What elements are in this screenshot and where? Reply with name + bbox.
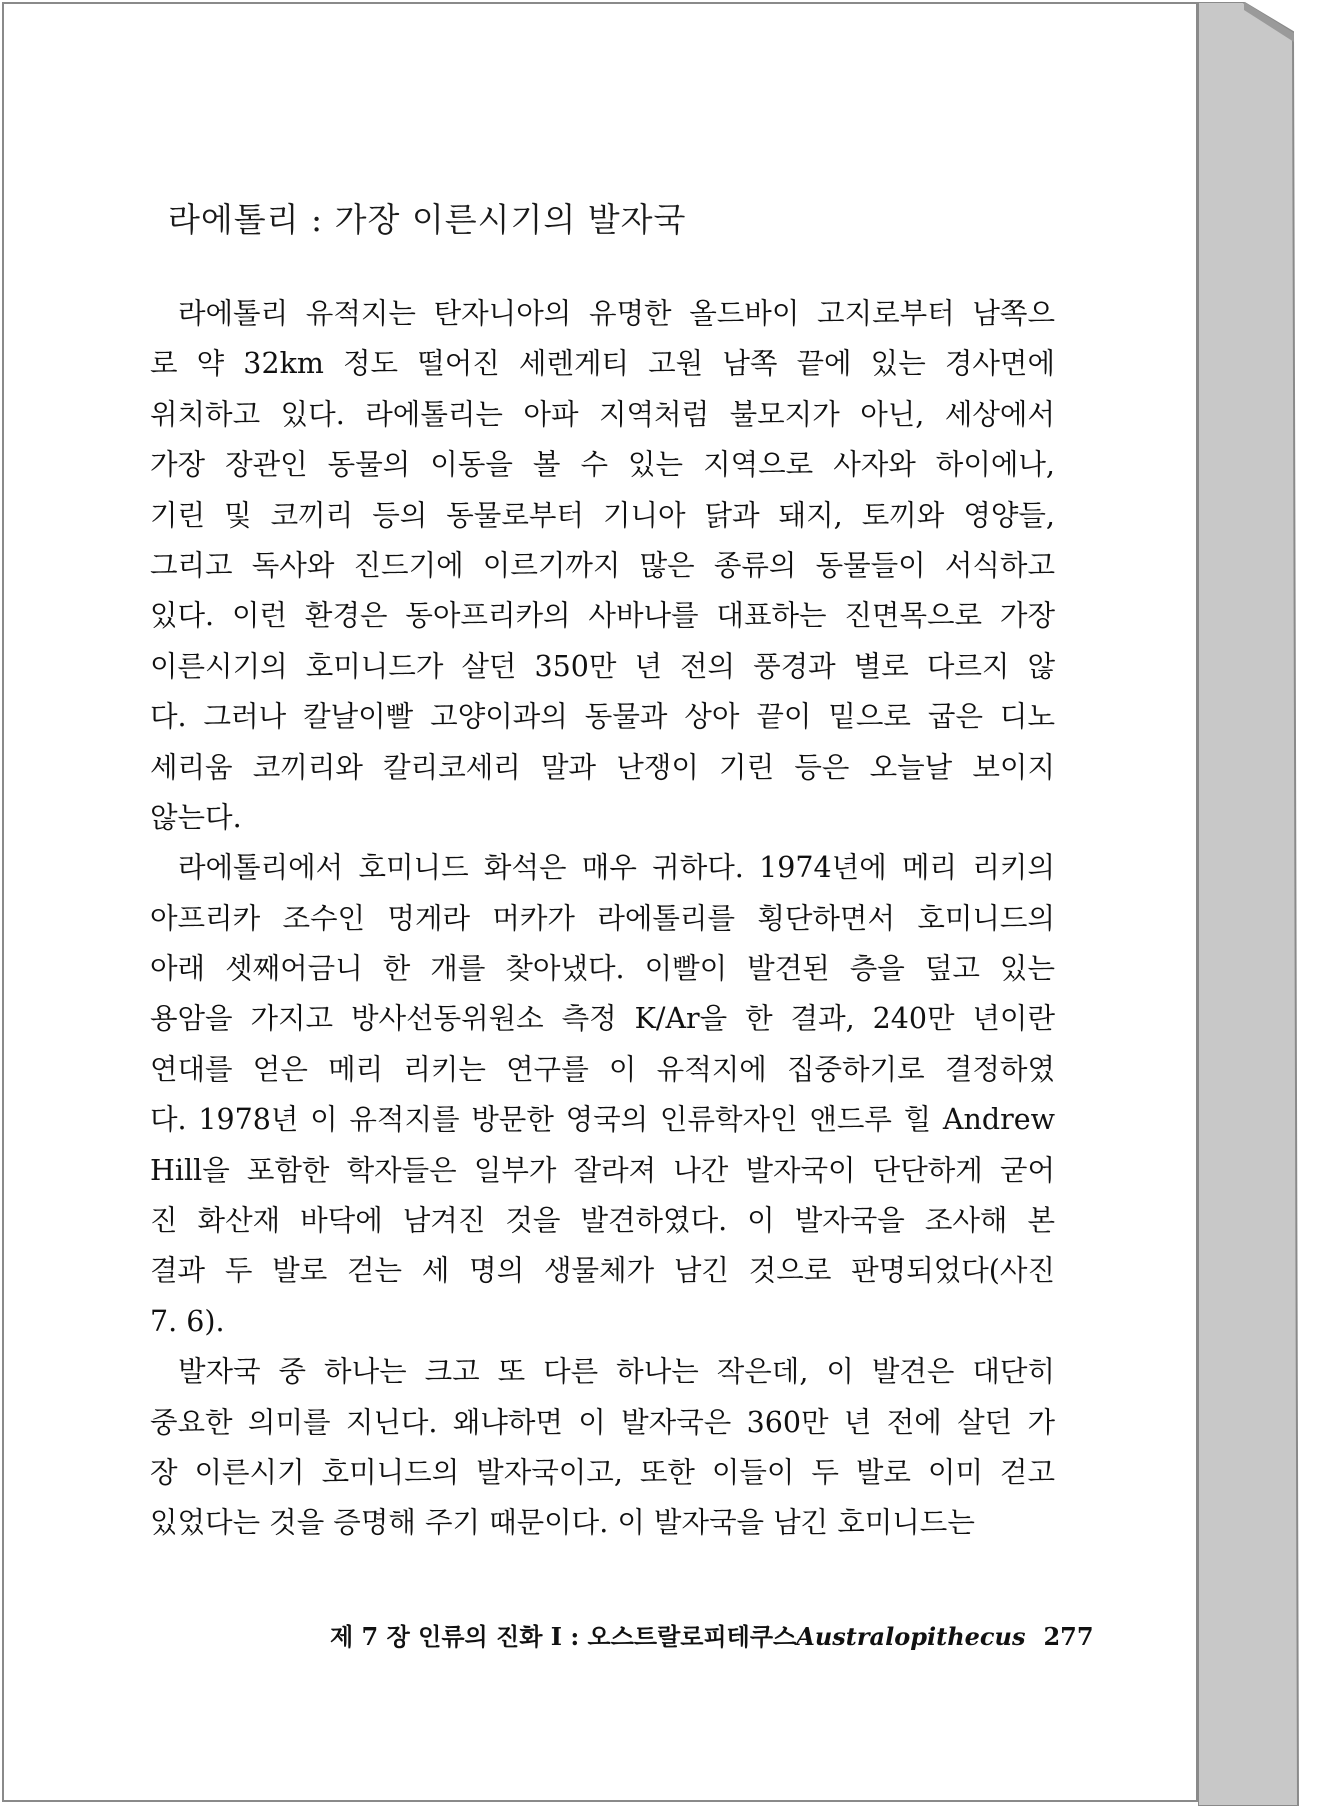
text-line: 라에톨리에서 호미니드 화석은 매우 귀하다. 1974년에 메리 리키의 [178,851,1055,885]
text-line: Hill을 포함한 학자들은 일부가 잘라져 나간 발자국이 단단하게 굳어 [150,1153,1055,1187]
paragraph [150,843,1055,1347]
text-line: 7. 6). [150,1304,225,1338]
text-line: 발자국 중 하나는 크고 또 다른 하나는 작은데, 이 발견은 대단히 [178,1355,1055,1389]
text-line: 있다. 이런 환경은 동아프리카의 사바나를 대표하는 진면목으로 가장 [150,599,1055,633]
text-line: 결과 두 발로 걷는 세 명의 생물체가 남긴 것으로 판명되었다(사진 [150,1254,1055,1288]
section-heading: 라에톨리 : 가장 이른시기의 발자국 [168,200,687,239]
text-line: 로 약 32km 정도 떨어진 세렌게티 고원 남쪽 끝에 있는 경사면에 [150,347,1055,381]
text-line: 진 화산재 바닥에 남겨진 것을 발견하였다. 이 발자국을 조사해 본 [150,1204,1055,1238]
text-line: 다. 그러나 칼날이빨 고양이과의 동물과 상아 끝이 밑으로 굽은 디노 [150,700,1055,734]
footer-chapter-title: 제 7 장 인류의 진화 Ⅰ : 오스트랄로피테쿠스 [330,1622,797,1651]
text-line: 이른시기의 호미니드가 살던 350만 년 전의 풍경과 별로 다르지 않 [150,649,1055,683]
text-line: 있었다는 것을 증명해 주기 때문이다. 이 발자국을 남긴 호미니드는 [150,1506,975,1540]
paragraph [150,1347,1055,1549]
body-text [150,289,1055,1549]
text-line: 가장 장관인 동물의 이동을 볼 수 있는 지역으로 사자와 하이에나, [150,448,1055,482]
text-line: 용암을 가지고 방사선동위원소 측정 K/Ar을 한 결과, 240만 년이란 [150,1002,1055,1036]
text-line: 그리고 독사와 진드기에 이르기까지 많은 종류의 동물들이 서식하고 [150,548,1055,582]
text-line: 중요한 의미를 지닌다. 왜냐하면 이 발자국은 360만 년 전에 살던 가 [150,1405,1055,1439]
text-line: 세리움 코끼리와 칼리코세리 말과 난쟁이 기린 등은 오늘날 보이지 [150,750,1055,784]
text-line: 위치하고 있다. 라에톨리는 아파 지역처럼 불모지가 아닌, 세상에서 [150,397,1055,431]
text-line: 않는다. [150,800,242,834]
text-line: 라에톨리 유적지는 탄자니아의 유명한 올드바이 고지로부터 남쪽으 [178,297,1055,330]
page-footer [330,1617,1094,1652]
text-line: 기린 및 코끼리 등의 동물로부터 기니아 닭과 돼지, 토끼와 영양들, [150,498,1055,532]
text-line: 아프리카 조수인 멍게라 머카가 라에톨리를 횡단하면서 호미니드의 [150,901,1055,935]
page-number: 277 [1043,1622,1094,1651]
page-stack-edge-shape [1198,2,1319,1806]
footer-latin-title: Australopithecus [796,1622,1026,1651]
text-line: 장 이른시기 호미니드의 발자국이고, 또한 이들이 두 발로 이미 걷고 [150,1455,1055,1489]
text-line: 아래 셋째어금니 한 개를 찾아냈다. 이빨이 발견된 층을 덮고 있는 [150,952,1055,986]
text-line: 연대를 얻은 메리 리키는 연구를 이 유적지에 집중하기로 결정하였 [150,1052,1055,1086]
paragraph [150,289,1055,843]
text-line: 다. 1978년 이 유적지를 방문한 영국의 인류학자인 앤드루 힐 Andrew [150,1103,1055,1137]
